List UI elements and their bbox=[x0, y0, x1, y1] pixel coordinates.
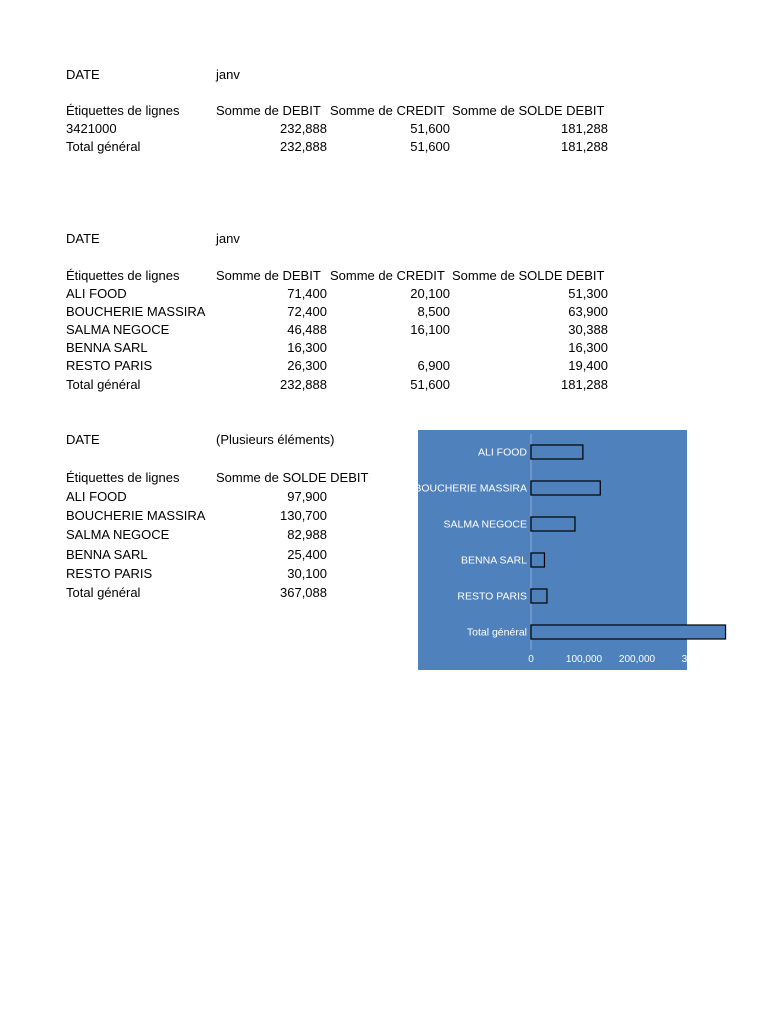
filter-label: DATE bbox=[66, 231, 100, 246]
row-labels-header[interactable]: Étiquettes de lignes bbox=[66, 268, 180, 283]
solde-cell: 19,400 bbox=[568, 358, 608, 373]
solde-cell: 82,988 bbox=[287, 527, 327, 542]
solde-cell: 16,300 bbox=[568, 340, 608, 355]
row-label: BENNA SARL bbox=[66, 340, 148, 355]
bar bbox=[531, 589, 547, 603]
pivot-chart[interactable] bbox=[414, 430, 699, 670]
row-label: ALI FOOD bbox=[66, 489, 127, 504]
x-tick-label: 100,000 bbox=[565, 654, 603, 665]
category-label: BENNA SARL bbox=[461, 554, 527, 567]
credit-cell: 8,500 bbox=[417, 304, 450, 319]
row-labels-header[interactable]: Étiquettes de lignes bbox=[66, 103, 180, 118]
bar bbox=[531, 517, 575, 531]
bar bbox=[531, 553, 544, 567]
credit-cell: 51,600 bbox=[410, 121, 450, 136]
credit-cell: 16,100 bbox=[410, 322, 450, 337]
category-label: ALI FOOD bbox=[477, 446, 527, 459]
total-credit: 51,600 bbox=[410, 377, 450, 392]
credit-header: Somme de CREDIT bbox=[330, 268, 445, 283]
solde-cell: 25,400 bbox=[287, 547, 327, 562]
x-tick-label: 0 bbox=[528, 654, 534, 665]
total-solde: 181,288 bbox=[561, 139, 608, 154]
bar bbox=[531, 445, 583, 459]
row-label: BOUCHERIE MASSIRA bbox=[66, 508, 206, 523]
row-label: RESTO PARIS bbox=[66, 566, 153, 581]
category-label: BOUCHERIE MASSIRA bbox=[414, 482, 527, 495]
solde-cell: 63,900 bbox=[568, 304, 608, 319]
debit-cell: 71,400 bbox=[287, 286, 327, 301]
total-solde: 181,288 bbox=[561, 377, 608, 392]
solde-cell: 30,100 bbox=[287, 566, 327, 581]
solde-header: Somme de SOLDE DEBIT bbox=[452, 268, 605, 283]
bar bbox=[531, 625, 726, 639]
solde-cell: 130,700 bbox=[280, 508, 327, 523]
filter-value[interactable]: janv bbox=[216, 231, 240, 246]
x-tick-label: 200,000 bbox=[618, 654, 656, 665]
total-label: Total général bbox=[66, 139, 141, 154]
filter-label: DATE bbox=[66, 432, 100, 447]
debit-cell: 46,488 bbox=[287, 322, 327, 337]
row-label: SALMA NEGOCE bbox=[66, 527, 170, 542]
row-label: SALMA NEGOCE bbox=[66, 322, 170, 337]
bar bbox=[531, 481, 600, 495]
row-label: RESTO PARIS bbox=[66, 358, 153, 373]
solde-cell: 97,900 bbox=[287, 489, 327, 504]
row-labels-header[interactable]: Étiquettes de lignes bbox=[66, 470, 180, 485]
total-solde: 367,088 bbox=[280, 585, 327, 600]
solde-cell: 30,388 bbox=[568, 322, 608, 337]
credit-cell: 20,100 bbox=[410, 286, 450, 301]
solde-header: Somme de SOLDE DEBIT bbox=[452, 103, 605, 118]
total-debit: 232,888 bbox=[280, 377, 327, 392]
solde-cell: 51,300 bbox=[568, 286, 608, 301]
total-credit: 51,600 bbox=[410, 139, 450, 154]
credit-cell: 6,900 bbox=[417, 358, 450, 373]
category-label: Total général bbox=[466, 626, 527, 639]
debit-header: Somme de DEBIT bbox=[216, 103, 321, 118]
debit-header: Somme de DEBIT bbox=[216, 268, 321, 283]
filter-value[interactable]: (Plusieurs éléments) bbox=[216, 432, 335, 447]
debit-cell: 72,400 bbox=[287, 304, 327, 319]
x-tick-label: 300 bbox=[681, 654, 699, 665]
chart-canvas bbox=[414, 430, 699, 670]
debit-cell: 232,888 bbox=[280, 121, 327, 136]
category-label: SALMA NEGOCE bbox=[443, 518, 527, 531]
filter-label: DATE bbox=[66, 67, 100, 82]
debit-cell: 16,300 bbox=[287, 340, 327, 355]
row-label: 3421000 bbox=[66, 121, 117, 136]
filter-value[interactable]: janv bbox=[216, 67, 240, 82]
debit-cell: 26,300 bbox=[287, 358, 327, 373]
row-label: BOUCHERIE MASSIRA bbox=[66, 304, 206, 319]
total-label: Total général bbox=[66, 585, 141, 600]
row-label: BENNA SARL bbox=[66, 547, 148, 562]
total-label: Total général bbox=[66, 377, 141, 392]
credit-header: Somme de CREDIT bbox=[330, 103, 445, 118]
total-debit: 232,888 bbox=[280, 139, 327, 154]
category-label: RESTO PARIS bbox=[457, 590, 527, 603]
row-label: ALI FOOD bbox=[66, 286, 127, 301]
solde-header: Somme de SOLDE DEBIT bbox=[216, 470, 369, 485]
solde-cell: 181,288 bbox=[561, 121, 608, 136]
